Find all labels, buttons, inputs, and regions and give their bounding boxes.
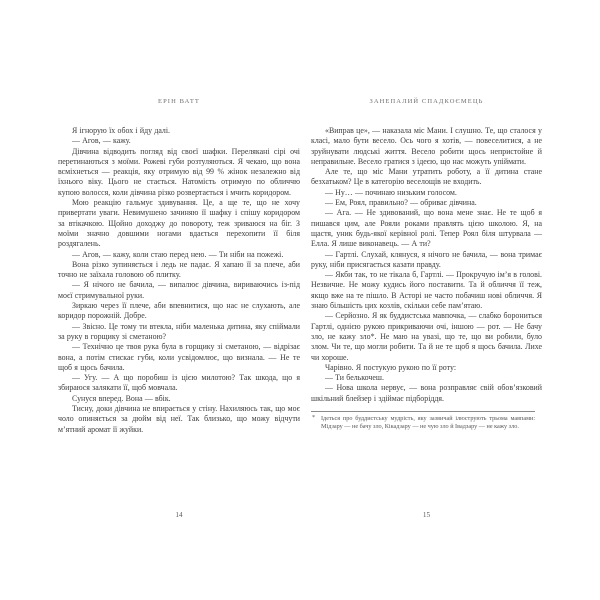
footnote <box>311 415 535 432</box>
page-number-right: 15 <box>422 511 431 519</box>
right-page-body <box>311 126 542 404</box>
body-paragraph: — Я нічого не бачила, — випалює дівчина, вириваючись із-під моєї стримувальної руки. <box>58 280 300 300</box>
body-paragraph: «Виправ це», — наказала міс Мани. І слушно. Те, що сталося у класі, мало бути весело. Ось чого я хотів, — повеселитися, а не зруйнувати людські життя. Весело робити щось непристойне й неправильне. Весело гратися з ідеєю, що нас можуть упіймати. <box>311 126 542 166</box>
left-page-body <box>58 126 300 435</box>
body-paragraph: Зиркаю через її плече, аби впевнитися, що нас не слухають, але коридор порожній. Добре. <box>58 301 300 321</box>
body-paragraph: Чарівно. Я постукую рукою по її роту: <box>325 362 457 372</box>
body-paragraph: Вона різко зупиняється і ледь не падає. Я хапаю її за плече, аби точно не заїхала головою об плитку. <box>58 259 300 280</box>
body-paragraph: — Ти белькочеш. <box>325 373 384 383</box>
body-paragraph: — Технічно це твоя рука була в горщику зі сметаною, — відрізає вона, а потім стискає губи, коли усвідомлює, що визнала. — Не те щоб я щось бачила. <box>58 342 300 372</box>
body-paragraph: Мою реакцію гальмує здивування. Це, а ще те, що не хочу привертати уваги. Невимушено зачиняю її шафку і спішу коридором за втікачкою. Щойно доходжу до повороту, теж зриваюся на біг. З моїми значно довшими ногами вдається перехопити її біля роздягалень. <box>58 198 300 249</box>
body-paragraph: — Якби так, то не тікала б, Гартлі. — Прокручую ім’я в голові. Незвичне. Не можу кудись його поставити. Та й обличчя її теж, якщо вже на те пішло. В Асторі не часто побачиш нові обличчя. Я знаю більшість цих козлів, скільки себе пам’ятаю. <box>311 270 542 311</box>
body-paragraph: Дівчина відводить погляд від своєї шафки. Перелякані сірі очі перетинаються з моїми. Рожеві губи розтуляються. Я чекаю, що вона всміхнеться — реакція, яку отримую від 99 % жінок незалежно від їхнього віку. Цього не стається. Натомість отримую по обличчю купою волосся, коли дівчина різко розвертається і мчить коридором. <box>58 146 300 197</box>
body-paragraph: — Агов, — кажу. <box>72 136 131 146</box>
body-paragraph: — Ну… — починаю низьким голосом. <box>325 187 457 197</box>
running-header-title: ЗАНЕПАЛИЙ СПАДКОЄМЕЦЬ <box>369 98 484 105</box>
body-paragraph: Тисну, доки дівчина не впирається у стіну. Нахиляюсь так, що моє чоло опиняється за дюйм від неї. Так близько, що можу відчути м’ятний аромат її жуйки. <box>58 404 300 434</box>
body-paragraph: — Угу. — А що поробиш із цією милотою? Так шкода, що я збираюся залякати її, щоб мовчала. <box>58 373 300 393</box>
body-paragraph: Але те, що міс Мани утратить роботу, а її дитина стане безхатьком? Це в категорію веселощів не входить. <box>311 167 542 187</box>
body-paragraph: — Серйозно. Я як буддистська мавпочка, — слабко борониться Гартлі, однією рукою прикриваючи очі, іншою — рот. — Не бачу зло, не кажу зло*. Не маю на увазі, що те, що ви робили, було злом. Чи те, що могли робити. Та й не те щоб я щось бачила. Лихе чи хороше. <box>311 311 542 362</box>
body-paragraph: — Ага. — Не здивований, що вона мене знає. Не те щоб я пишався цим, але Рояли роками правлять цією школою. Я, на щастя, уник будь-якої керівної ролі. Тепер Роял біля штурвала — Елла. Я лише виконавець. — А ти? <box>311 208 542 249</box>
running-header-author: ЕРІН ВАТТ <box>158 98 200 105</box>
body-paragraph: — Звісно. Це тому ти втекла, ніби маленька дитина, яку спіймали за руку в горщику зі сметаною? <box>58 321 300 341</box>
body-paragraph: Я ігнорую їх обох і йду далі. <box>72 126 171 135</box>
footnote-marker: * <box>312 414 316 422</box>
page-left <box>58 98 300 543</box>
body-paragraph: — Гартлі. Слухай, клянуся, я нічого не бачила, — вона тримає руку, ніби присягається казати правду. <box>311 249 542 269</box>
body-paragraph: — Агов, — кажу, коли стаю перед нею. — Ти ніби на пожежі. <box>72 249 284 259</box>
page-right <box>311 98 542 543</box>
body-paragraph: — Ем, Роял, правильно? — обриває дівчина. <box>325 198 477 208</box>
footnote-divider <box>311 411 535 432</box>
page-number-left: 14 <box>175 511 183 519</box>
body-paragraph: — Нова школа нервує, — вона розправляє свій обов’язковий шкільний блейзер і здіймає підборіддя. <box>311 383 542 403</box>
footnote-text: Ідеться про буддистську мудрість, яку зазвичай ілюструють трьома мавпами: Мідзару — не бачу зло, Кікадзару — не чую зло й Івадзару — не кажу зло. <box>321 415 536 431</box>
body-paragraph: Сунуся вперед. Вона — вбік. <box>72 393 171 403</box>
